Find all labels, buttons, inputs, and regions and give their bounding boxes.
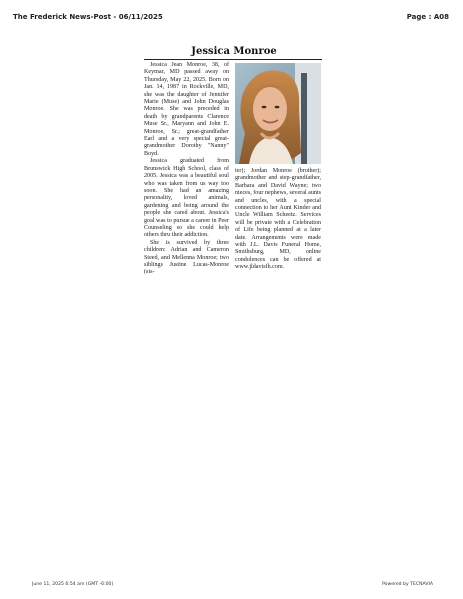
obituary-paragraph-continued: ter); Jordan Monroe (brother); grandmother and step-grandfather, Barbara and David Wayne; two nieces, four nephews, several aunts and uncles, with a special connection to her Aunt Kinder and Uncle William Scheetz. Services will be private with a Celebration of Life being planned at a later date. Arrangements were made with J.L. Davis Funeral Home, Smithsburg, MD, online condolences can be offered at www.jldavisfh.com.: [235, 168, 321, 271]
publication-header: The Frederick News-Post - 06/11/2025: [13, 13, 163, 21]
obituary-title: Jessica Monroe: [191, 46, 277, 57]
obituary-paragraph: Jessica Jean Monroe, 38, of Keymar, MD passed away on Thursday, May 22, 2025. Born on Jan. 14, 1987 in Rockville, MD, she was the daughter of Jennifer Marie (Muse) and John Douglas Monroe. She was preceded in death by grandparents Clarence Muse Sr., Maryann and John E. Monroe, Sr.; great-grandfather Earl and a very special great-grandmother Dorothy "Nanny" Boyd.: [144, 62, 229, 157]
portrait-photo-image: [235, 63, 321, 164]
print-timestamp: June 11, 2025 6:54 am (GMT -6:00): [32, 582, 114, 587]
obituary-column-2: [235, 168, 321, 272]
title-rule: [144, 59, 322, 60]
page-number: Page : A08: [406, 13, 449, 21]
portrait-photo: [235, 63, 321, 164]
powered-by-label: Powered by TECNAVIA: [382, 582, 433, 587]
obituary-paragraph: Jessica graduated from Brunswick High School, class of 2005. Jessica was a beautiful soul who was taken from us way too soon. She had an amazing personality, loved animals, gardening and being around the people she cared about. Jessica's goal was to pursue a career in Peer Counseling so she could help others thru their addiction.: [144, 158, 229, 239]
obituary-paragraph: She is survived by three children: Adrian and Cameron Steed, and Mellenna Monroe; two siblings Justine Lucas-Monroe (sis-: [144, 239, 229, 276]
obituary-column-1: [144, 62, 229, 277]
